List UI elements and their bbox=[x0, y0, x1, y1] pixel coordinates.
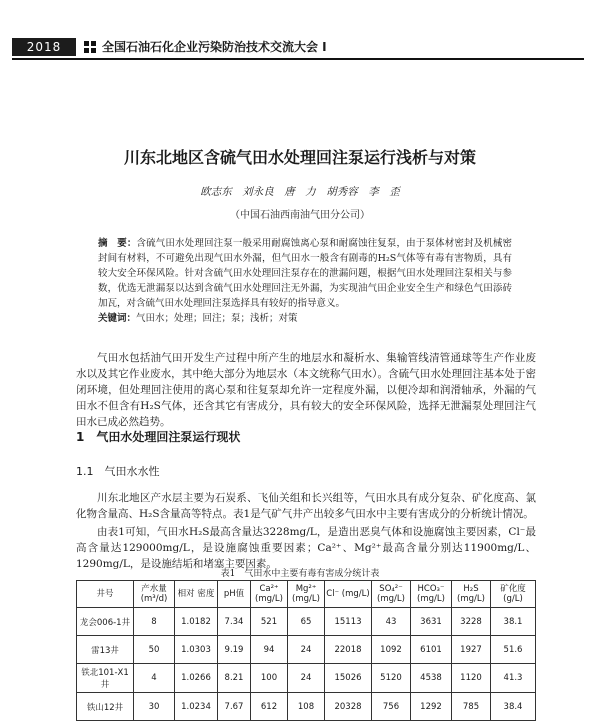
table-cell: 50 bbox=[134, 636, 175, 664]
table-cell: 4 bbox=[134, 664, 175, 693]
table-cell: 1120 bbox=[452, 664, 491, 693]
table-cell: 1292 bbox=[411, 693, 452, 721]
column-header: Cl⁻ (mg/L) bbox=[325, 581, 372, 608]
column-header: 产水量 (m³/d) bbox=[134, 581, 175, 608]
table-cell: 1927 bbox=[452, 636, 491, 664]
table-header-row bbox=[77, 581, 536, 608]
intro-paragraph: 气田水包括油气田开发生产过程中所产生的地层水和凝析水、集输管线清管通球等生产作业废水以及其它作业废水，其中绝大部分为地层水（本文统称气田水）。含硫气田水处理回注基本处于密闭环境，但处理回注使用的离心泵和往复泵却允许一定程度外漏，以便冷却和润滑轴承，外漏的气田水不但含有H₂S气体，还含其它有害成分，具有较大的安全环保风险，选择无泄漏泵处理回注气田水已成必然趋势。 bbox=[76, 352, 536, 428]
table-cell: 612 bbox=[251, 693, 288, 721]
table-cell: 521 bbox=[251, 608, 288, 636]
table-cell: 1092 bbox=[372, 636, 411, 664]
data-table bbox=[76, 580, 536, 721]
table-cell: 铁北101-X1井 bbox=[77, 664, 134, 693]
table-cell: 43 bbox=[372, 608, 411, 636]
table-cell: 94 bbox=[251, 636, 288, 664]
column-header: pH值 bbox=[218, 581, 251, 608]
abstract-text: 含硫气田水处理回注泵一般采用耐腐蚀离心泵和耐腐蚀往复泵，由于泵体材密封及机械密封间有材料，不可避免出现气田水外漏，但气田水一般含有剧毒的H₂S气体等有毒有害物质，具有较大安全环保风险。针对含硫气田水处理回注泵存在的泄漏问题，根据气田水处理回注泵相关与参数，优选无泄漏泵以达到含硫气田水处理回注无外漏，为实现油气田企业安全生产和绿色气田添砖加瓦，对含硫气田水处理回注泵选择具有较好的指导意义。 bbox=[98, 238, 512, 309]
table-cell: 38.1 bbox=[491, 608, 536, 636]
year-badge: 2018 bbox=[12, 38, 76, 56]
conference-title: 全国石油石化企业污染防治技术交流大会 I bbox=[102, 40, 327, 54]
page-header bbox=[12, 38, 584, 60]
table-caption: 表1 气田水中主要有毒有害成分统计表 bbox=[220, 569, 380, 579]
column-header: HCO₃⁻ (mg/L) bbox=[411, 581, 452, 608]
table-cell: 3631 bbox=[411, 608, 452, 636]
column-header: 相对 密度 bbox=[175, 581, 218, 608]
table-cell: 65 bbox=[288, 608, 325, 636]
table-cell: 1.0266 bbox=[175, 664, 218, 693]
section-heading-1: 1 气田水处理回注泵运行现状 bbox=[76, 430, 241, 444]
keywords bbox=[98, 310, 512, 324]
table-cell: 30 bbox=[134, 693, 175, 721]
table-cell: 24 bbox=[288, 636, 325, 664]
column-header: 井号 bbox=[77, 581, 134, 608]
column-header: Mg²⁺ (mg/L) bbox=[288, 581, 325, 608]
keywords-label: 关键词： bbox=[98, 313, 137, 324]
table-cell: 8 bbox=[134, 608, 175, 636]
body-paragraph: 由表1可知，气田水H₂S最高含量达3228mg/L，是造出恶臭气体和设施腐蚀主要因素，Cl⁻最高含量达129000mg/L，是设施腐蚀重要因素；Ca²⁺、Mg²⁺最高含量分别达11900mg/L、1290mg/L，是设施结垢和堵塞主要因素。 bbox=[76, 526, 536, 570]
table-cell: 1.0303 bbox=[175, 636, 218, 664]
table-cell: 9.19 bbox=[218, 636, 251, 664]
table-cell: 108 bbox=[288, 693, 325, 721]
paper-title: 川东北地区含硫气田水处理回注泵运行浅析与对策 bbox=[123, 148, 476, 167]
abstract-label: 摘 要： bbox=[98, 238, 137, 249]
table-cell: 51.6 bbox=[491, 636, 536, 664]
affiliation: （中国石油西南油气田分公司） bbox=[230, 210, 370, 221]
table-cell: 756 bbox=[372, 693, 411, 721]
table-cell: 38.4 bbox=[491, 693, 536, 721]
table-cell: 24 bbox=[288, 664, 325, 693]
section-heading-1-1: 1.1 气田水水性 bbox=[76, 465, 160, 478]
table-cell: 15026 bbox=[325, 664, 372, 693]
table-cell: 6101 bbox=[411, 636, 452, 664]
keywords-text: 气田水；处理；回注；泵；浅析；对策 bbox=[136, 313, 298, 324]
table-cell: 100 bbox=[251, 664, 288, 693]
table-cell: 8.21 bbox=[218, 664, 251, 693]
table-cell: 7.67 bbox=[218, 693, 251, 721]
table-cell: 雷13井 bbox=[77, 636, 134, 664]
table-row bbox=[77, 608, 536, 636]
table-cell: 3228 bbox=[452, 608, 491, 636]
table-row bbox=[77, 664, 536, 693]
table-cell: 1.0234 bbox=[175, 693, 218, 721]
authors: 欧志东 刘永良 唐 力 胡秀容 李 歪 bbox=[200, 186, 400, 198]
table-cell: 7.34 bbox=[218, 608, 251, 636]
table-cell: 龙会006-1井 bbox=[77, 608, 134, 636]
column-header: 矿化度 (g/L) bbox=[491, 581, 536, 608]
table-cell: 41.3 bbox=[491, 664, 536, 693]
table-row bbox=[77, 693, 536, 721]
square-grid-icon bbox=[84, 41, 96, 53]
body-paragraph: 川东北地区产水层主要为石炭系、飞仙关组和长兴组等，气田水具有成分复杂、矿化度高、氯化物含量高、H₂S含量高等特点。表1是气矿气井产出较多气田水中主要有害成分的分析统计情况。 bbox=[76, 492, 536, 520]
table-cell: 4538 bbox=[411, 664, 452, 693]
column-header: SO₄²⁻ (mg/L) bbox=[372, 581, 411, 608]
table-cell: 785 bbox=[452, 693, 491, 721]
column-header: Ca²⁺ (mg/L) bbox=[251, 581, 288, 608]
abstract bbox=[98, 236, 512, 311]
table-cell: 15113 bbox=[325, 608, 372, 636]
table-cell: 22018 bbox=[325, 636, 372, 664]
table-cell: 20328 bbox=[325, 693, 372, 721]
table-row bbox=[77, 636, 536, 664]
table-cell: 5120 bbox=[372, 664, 411, 693]
table-cell: 铁山12井 bbox=[77, 693, 134, 721]
column-header: H₂S (mg/L) bbox=[452, 581, 491, 608]
table-cell: 1.0182 bbox=[175, 608, 218, 636]
